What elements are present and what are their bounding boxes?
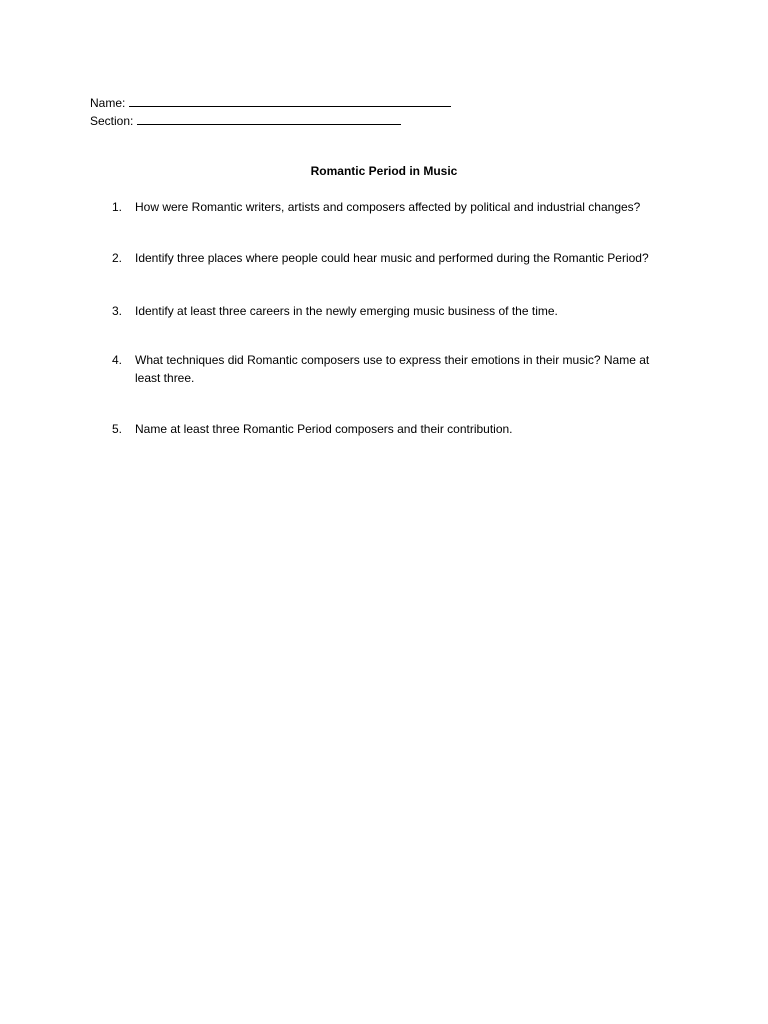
document-title: Romantic Period in Music [310, 164, 458, 178]
question-item [112, 198, 672, 216]
name-label: Name: [90, 96, 126, 110]
section-label: Section: [90, 114, 134, 128]
question-number: 5. [112, 422, 123, 436]
question-number: 1. [112, 200, 123, 214]
section-blank-line [137, 112, 401, 125]
question-number: 4. [112, 353, 123, 367]
question-text: Name at least three Romantic Period composers and their contribution. [135, 422, 513, 436]
question-item [112, 249, 672, 267]
name-blank-line [129, 94, 451, 107]
question-text: Identify at least three careers in the newly emerging music business of the time. [135, 304, 558, 318]
name-field [90, 94, 451, 111]
question-item [112, 302, 672, 320]
question-number: 2. [112, 251, 123, 265]
question-text: Identify three places where people could hear music and performed during the Romantic Period? [135, 251, 649, 265]
question-item [112, 420, 672, 438]
question-text: What techniques did Romantic composers use to express their emotions in their music? Name at least three. [135, 353, 650, 385]
question-item [112, 351, 672, 387]
question-text: How were Romantic writers, artists and composers affected by political and industrial changes? [135, 200, 641, 214]
section-field [90, 112, 401, 129]
question-number: 3. [112, 304, 123, 318]
